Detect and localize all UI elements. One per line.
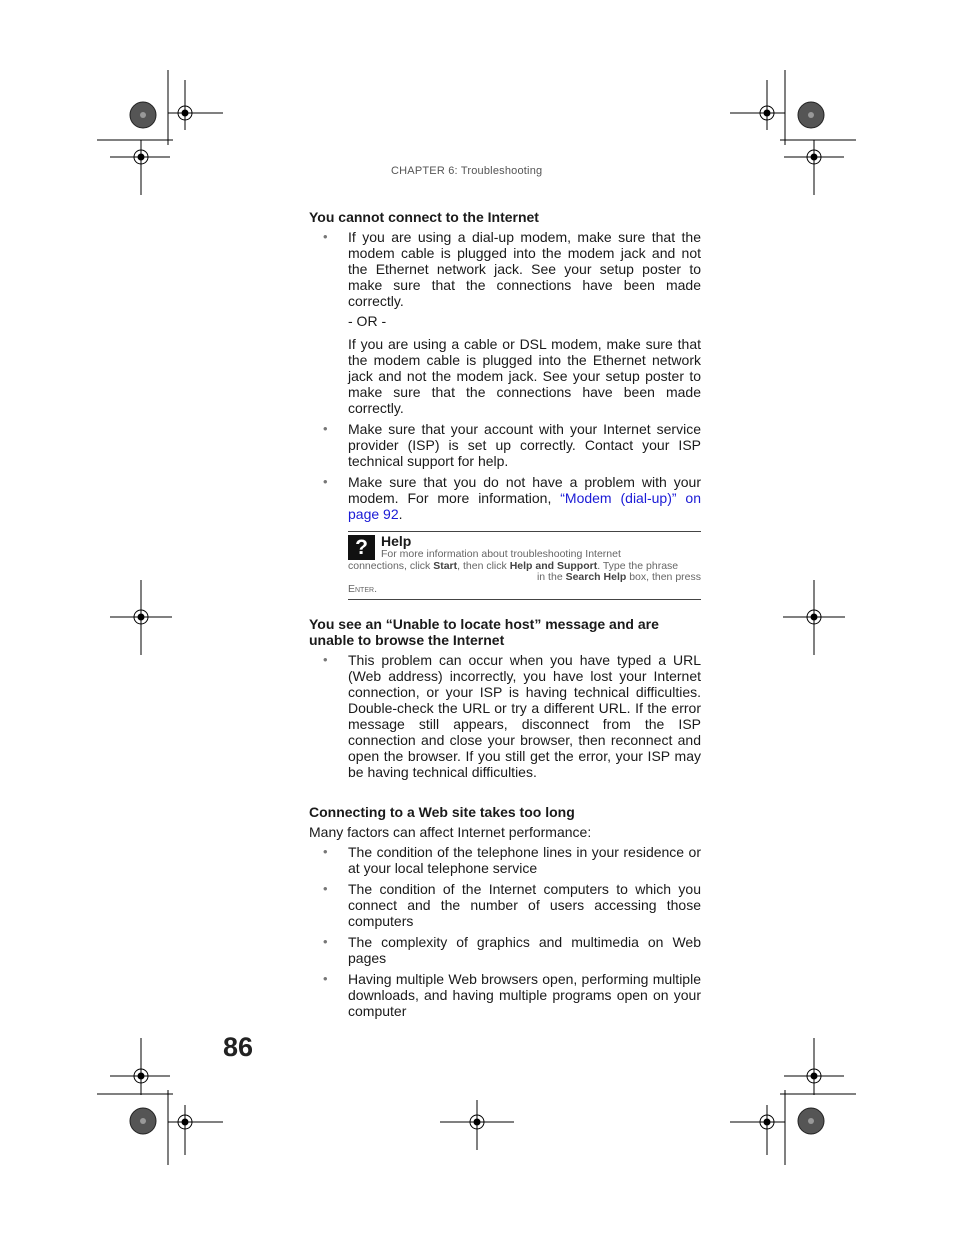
list-item: • This problem can occur when you have typed a URL (Web address) incorrectly, you have lost your Internet connection, or your ISP is having technical difficulties. Double-check the URL or try a different URL. If the error message still appears, disconnect from the ISP connection and close your browser, then reconnect and open the browser. If you still get the error, your ISP may be having technical difficulties.: [323, 652, 701, 780]
paragraph: If you are using a cable or DSL modem, make sure that the modem cable is plugged into the Ethernet network jack and not the modem jack. See your setup poster to make sure that the connections have been made correctly.: [348, 336, 701, 416]
section-title: You cannot connect to the Internet: [309, 209, 539, 225]
bullet-icon: •: [323, 474, 328, 489]
paragraph: If you are using a dial-up modem, make sure that the modem cable is plugged into the modem jack and not the Ethernet network jack. See your setup poster to make sure that the connections have been made correctly.: [348, 229, 701, 309]
bullet-icon: •: [323, 934, 328, 949]
bullet-list: [309, 229, 701, 522]
page-content: [309, 209, 701, 1024]
crop-mark-top-left: [97, 70, 223, 195]
help-note: [348, 531, 701, 600]
bullet-icon: •: [323, 844, 328, 859]
page-number: 86: [223, 1032, 254, 1062]
list-item: • The complexity of graphics and multimedia on Web pages: [323, 934, 701, 966]
crop-mark-middle-left: [110, 580, 172, 655]
list-item: • The condition of the Internet computers to which you connect and the number of users accessing those computers: [323, 881, 701, 929]
bullet-icon: •: [323, 229, 328, 244]
list-item: • Make sure that your account with your Internet service provider (ISP) is set up correctly. Contact your ISP technical support for help.: [323, 421, 701, 469]
bullet-list: [309, 844, 701, 1019]
enter-key: Enter: [348, 582, 375, 595]
crop-mark-middle-right: [783, 580, 845, 655]
crop-mark-top-right: [730, 70, 856, 195]
list-item: [309, 229, 701, 416]
cross-reference-link[interactable]: “Modem (dial-up)” on page 92: [348, 490, 701, 522]
section-title: You see an “Unable to locate host” message and are unable to browse the Internet: [309, 616, 659, 648]
list-item: • Make sure that you do not have a problem with your modem. For more information, “Modem (dial-up)” on page 92.: [323, 474, 701, 522]
crop-mark-bottom-center: [440, 1100, 514, 1150]
bullet-icon: •: [323, 421, 328, 436]
crop-mark-bottom-right: [730, 1038, 856, 1165]
help-text: For more information about troubleshooting Internet connections, click Start, then click Help and Support. Type the phrase in the Search Help box, then press Enter.: [348, 548, 701, 595]
question-icon: ?: [348, 535, 375, 560]
start-keyword: Start: [433, 559, 458, 572]
section-title: Connecting to a Web site takes too long: [309, 804, 575, 820]
help-title: Help: [381, 533, 412, 549]
bullet-list: [309, 652, 701, 780]
running-header: CHAPTER 6: Troubleshooting: [391, 165, 543, 177]
or-separator: - OR -: [348, 313, 387, 329]
crop-mark-bottom-left: [97, 1038, 223, 1165]
bullet-icon: •: [323, 881, 328, 896]
intro-paragraph: Many factors can affect Internet performance:: [309, 824, 592, 840]
list-item: • The condition of the telephone lines in your residence or at your local telephone service: [323, 844, 701, 876]
bullet-icon: •: [323, 652, 328, 667]
help-and-support-keyword: Help and Support: [509, 559, 598, 572]
bullet-icon: •: [323, 971, 328, 986]
list-item: • Having multiple Web browsers open, performing multiple downloads, and having multiple programs open on your computer: [323, 971, 701, 1019]
search-help-keyword: Search Help: [565, 571, 627, 583]
